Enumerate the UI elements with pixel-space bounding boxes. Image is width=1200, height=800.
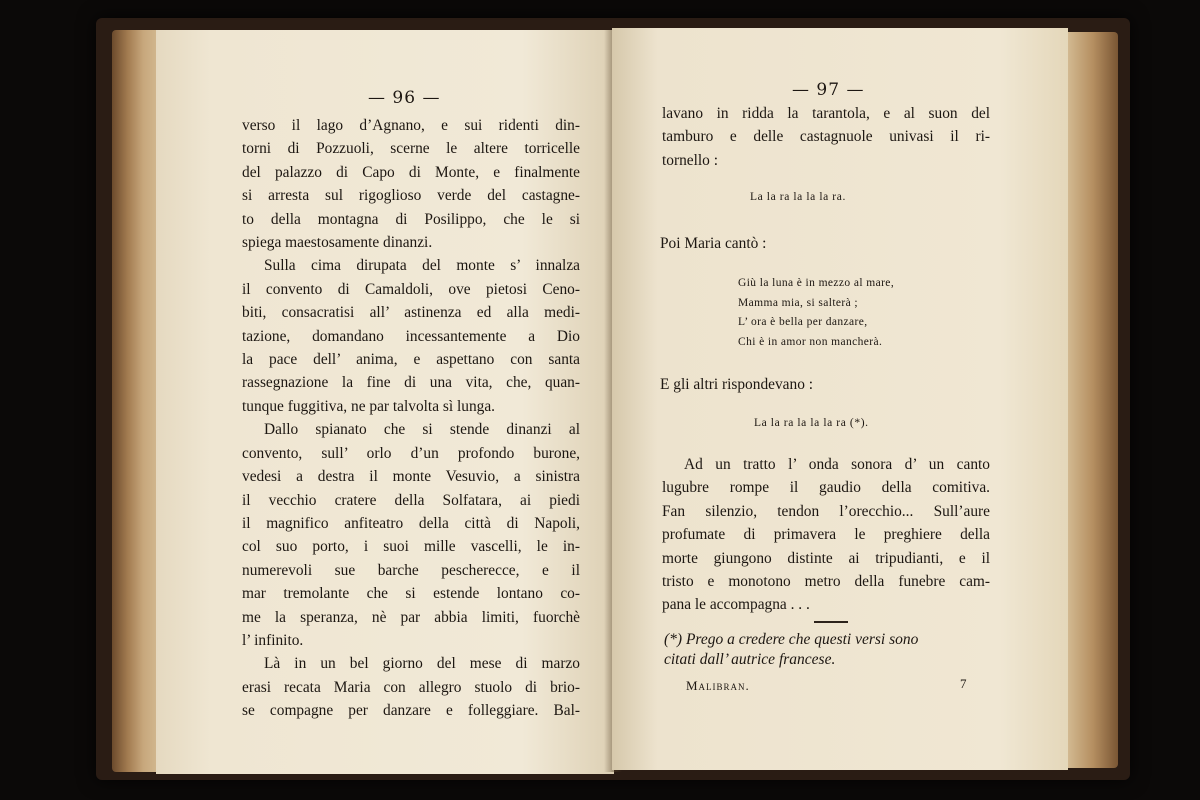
left-page-body: [242, 114, 580, 723]
text-line: lugubre rompe il gaudio della comitiva.: [662, 479, 990, 497]
text-line: tunque fuggitiva, ne par talvolta sì lunga.: [242, 397, 496, 415]
text-line: Dallo spianato che si stende dinanzi al: [264, 421, 580, 439]
page-number: — 96 —: [368, 88, 441, 108]
left-page: [156, 30, 614, 774]
paragraph: [242, 652, 580, 722]
text-line: il magnifico anfiteatro della città di Napoli,: [242, 514, 580, 532]
text-line: Poi Maria cantò :: [660, 235, 767, 252]
paragraph: [242, 114, 580, 254]
footnote-lines: [664, 630, 994, 670]
text-line: lavano in ridda la tarantola, e al suon del: [662, 105, 990, 122]
text-line: numerevoli sue barche pescherecce, e il: [242, 561, 580, 579]
page-number: — 97 —: [792, 80, 865, 100]
text-line: to della montagna di Posilippo, che le si: [242, 210, 580, 228]
text-line: Sulla cima dirupata del monte s’ innalza: [264, 257, 580, 275]
signature-mark: Malibran.: [686, 678, 750, 693]
text-line: (*) Prego a credere che questi versi sono: [664, 631, 919, 648]
refrain-with-footnote-mark: La la ra la la la ra (*).: [754, 417, 869, 429]
text-line: Là in un bel giorno del mese di marzo: [264, 655, 580, 673]
text-line: erasi recata Maria con allegro stuolo di brio-: [242, 678, 580, 696]
text-line: il convento di Camaldoli, ove pietosi Ceno-: [242, 280, 580, 298]
text-line: L’ ora è bella per danzare,: [738, 316, 868, 328]
text-line: tazione, domandano incessantemente a Dio: [242, 327, 580, 345]
text-line: tornello :: [662, 151, 718, 169]
text-line: rassegnazione la fine di una vita, che, quan-: [242, 374, 580, 392]
footnote-rule: [814, 621, 848, 623]
footnote: [664, 630, 994, 670]
text-line: tamburo e delle castagnuole univasi il ri-: [662, 128, 990, 146]
text-line: Ad un tratto l’ onda sonora d’ un canto: [684, 456, 990, 473]
text-line: morte giungono distinte ai tripudianti, e il: [662, 549, 990, 567]
signature-number: 7: [960, 676, 968, 691]
text-line: vedesi a destra il monte Vesuvio, a sinistra: [242, 468, 580, 486]
text-line: citati dall’ autrice francese.: [664, 651, 836, 668]
text-line: Chi è in amor non mancherà.: [738, 335, 883, 348]
paragraph: [662, 453, 990, 617]
text-line: pana le accompagna . . .: [662, 596, 810, 614]
text-line: il vecchio cratere della Solfatara, ai piedi: [242, 491, 580, 509]
others-replied-line: [660, 373, 813, 396]
text-line: torni di Pozzuoli, scerne le altere torricelle: [242, 140, 580, 158]
text-line: biti, consacratisi all’ astinenza ed alla medi-: [242, 304, 580, 322]
paragraph: [662, 102, 990, 172]
text-line: spiega maestosamente dinanzi.: [242, 234, 433, 252]
right-page-edges: [1062, 32, 1118, 768]
text-line: profumate di primavera le preghiere della: [662, 526, 990, 544]
text-line: col suo porto, i suoi mille vascelli, le in-: [242, 538, 580, 556]
text-line: si arresta sul rigoglioso verde del castagne-: [242, 187, 580, 205]
text-line: se compagne per danzare e folleggiare. Bal-: [242, 702, 580, 720]
text-line: me la speranza, nè par abbia limiti, fuorchè: [242, 608, 580, 626]
opening-paragraph: [662, 102, 990, 172]
paragraph: [242, 418, 580, 652]
closing-paragraph: [662, 453, 990, 617]
text-line: verso il lago d’Agnano, e sui ridenti din-: [242, 117, 580, 134]
maria-sang-line: [660, 232, 766, 255]
text-line: Mamma mia, si salterà ;: [738, 296, 859, 309]
text-line: mar tremolante che si estende lontano co-: [242, 585, 580, 603]
verse-lines: [738, 274, 894, 352]
text-line: tristo e monotono metro della funebre cam-: [662, 573, 990, 591]
text-line: convento, sull’ orlo d’un profondo burone,: [242, 444, 580, 462]
text-line: la pace dell’ anima, e aspettano con santa: [242, 351, 580, 369]
refrain: La la ra la la la ra.: [750, 191, 846, 203]
text-line: Giù la luna è in mezzo al mare,: [738, 277, 895, 289]
text-line: E gli altri rispondevano :: [660, 376, 814, 393]
song-verse: [738, 274, 894, 352]
paragraph: [242, 254, 580, 418]
right-page: [612, 28, 1068, 770]
text-line: l’ infinito.: [242, 631, 304, 649]
text-line: Fan silenzio, tendon l’orecchio... Sull’aure: [662, 502, 990, 520]
text-line: del palazzo di Capo di Monte, e finalmente: [242, 163, 580, 181]
